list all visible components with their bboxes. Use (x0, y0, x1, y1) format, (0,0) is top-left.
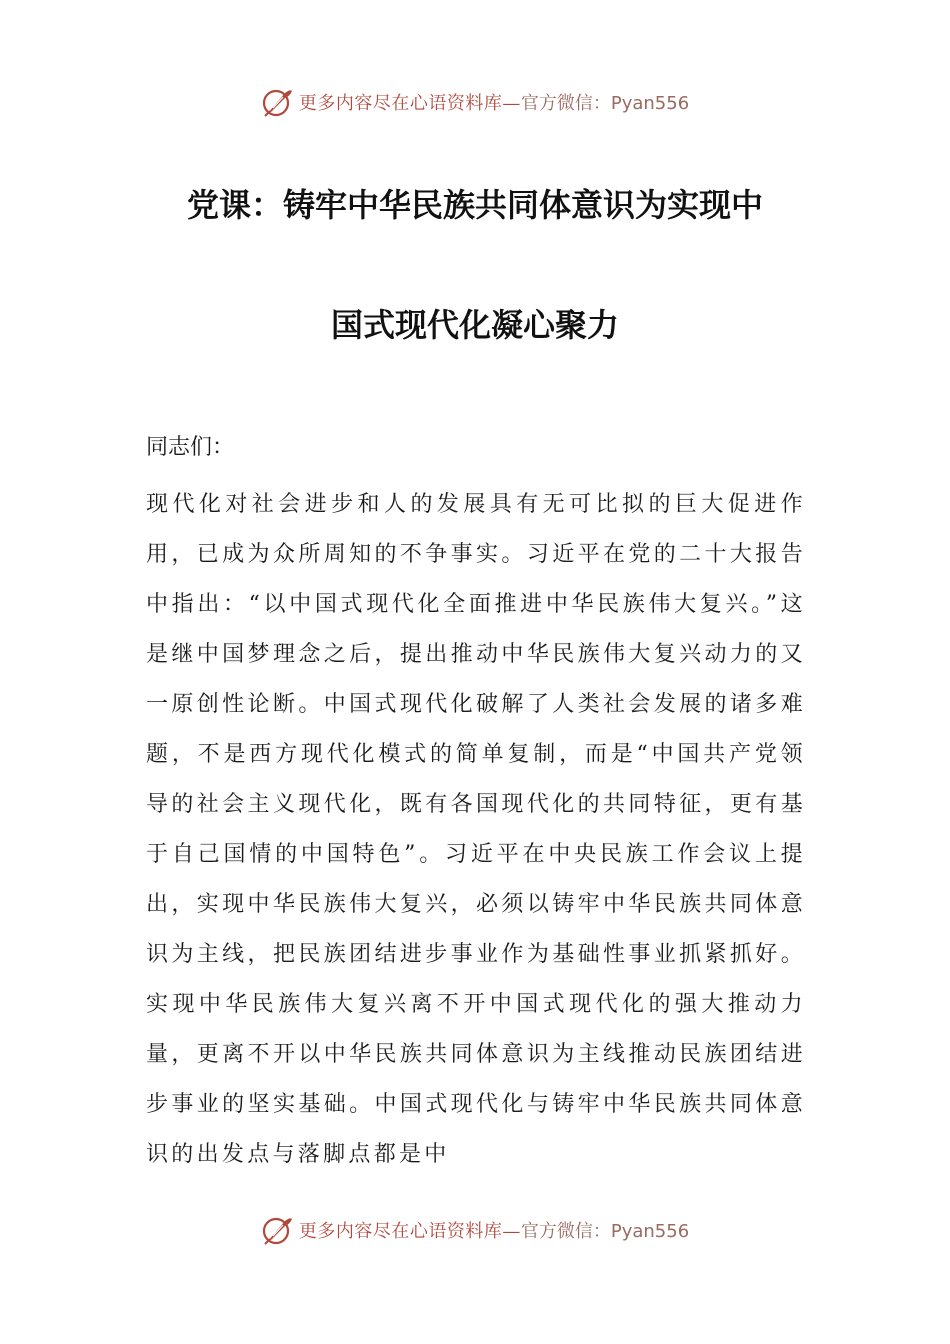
wechat-text: 官方微信：Pyan556 (520, 93, 690, 114)
footer-brand-text: 更多内容尽在心语资料库— (298, 1221, 521, 1242)
page-title-line-2: 国式现代化凝心聚力 (330, 306, 619, 344)
footer-wechat-text: 官方微信：Pyan556 (520, 1221, 690, 1242)
salutation: 同志们： (146, 435, 235, 460)
brand-text: 更多内容尽在心语资料库— (298, 93, 521, 114)
quill-pen-icon (261, 85, 295, 119)
footer-banner (0, 1210, 950, 1250)
quill-pen-icon (261, 1213, 295, 1247)
body-paragraph: 现代化对社会进步和人的发展具有无可比拟的巨大促进作用，已成为众所周知的不争事实。习近平在党的二十大报告中指出：“以中国式现代化全面推进中华民族伟大复兴。”这是继中国梦理念之后，提出推动中华民族伟大复兴动力的又一原创性论断。中国式现代化破解了人类社会发展的诸多难题，不是西方现代化模式的简单复制，而是“中国共产党领导的社会主义现代化，既有各国现代化的共同特征，更有基于自己国情的中国特色”。习近平在中央民族工作会议上提出，实现中华民族伟大复兴，必须以铸牢中华民族共同体意识为主线，把民族团结进步事业作为基础性事业抓紧抓好。实现中华民族伟大复兴离不开中国式现代化的强大推动力量，更离不开以中华民族共同体意识为主线推动民族团结进步事业的坚实基础。中国式现代化与铸牢中华民族共同体意识的出发点与落脚点都是中 (146, 492, 806, 1167)
page-title-line-1: 党课：铸牢中华民族共同体意识为实现中 (186, 186, 763, 224)
header-banner (0, 82, 950, 122)
